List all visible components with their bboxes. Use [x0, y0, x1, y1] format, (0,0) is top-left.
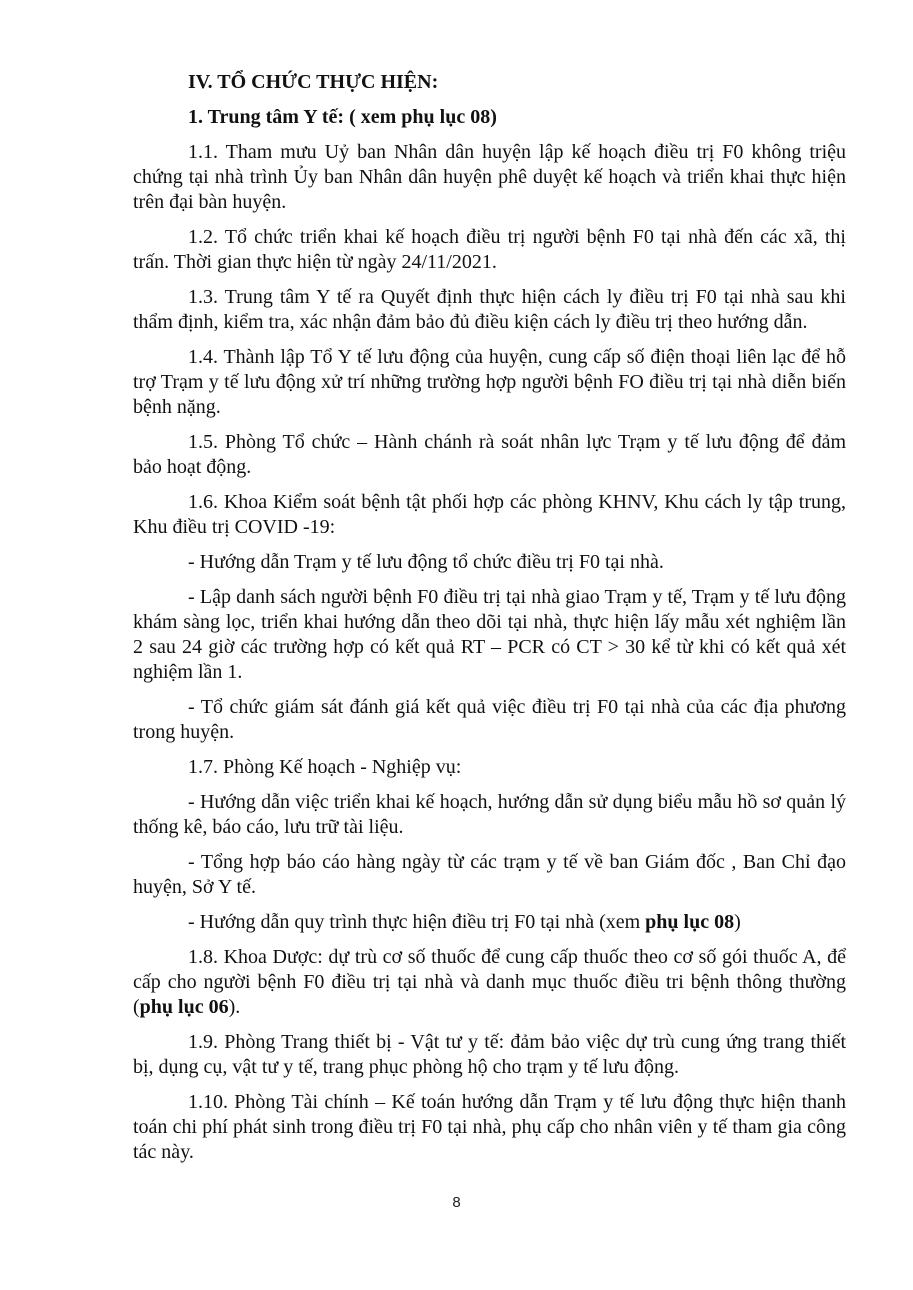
paragraph-1-3: 1.3. Trung tâm Y tế ra Quyết định thực hiện cách ly điều trị F0 tại nhà sau khi thẩm định, kiểm tra, xác nhận đảm bảo đủ điều kiện cách ly điều trị theo hướng dẫn. [133, 286, 846, 333]
paragraph-1-8 [133, 945, 846, 1020]
section-heading: IV. TỔ CHỨC THỰC HIỆN: [188, 71, 439, 93]
paragraph-1-10: 1.10. Phòng Tài chính – Kế toán hướng dẫn Trạm y tế lưu động thực hiện thanh toán chi phí phát sinh trong điều trị F0 tại nhà, phụ cấp cho nhân viên y tế tham gia công tác này. [133, 1091, 846, 1163]
paragraph-1-7-c [133, 910, 846, 935]
paragraph-1-2: 1.2. Tổ chức triển khai kế hoạch điều trị người bệnh F0 tại nhà đến các xã, thị trấn. Thời gian thực hiện từ ngày 24/11/2021. [133, 226, 846, 273]
paragraph-1-4: 1.4. Thành lập Tổ Y tế lưu động của huyện, cung cấp số điện thoại liên lạc để hỗ trợ Trạm y tế lưu động xử trí những trường hợp người bệnh FO điều trị tại nhà diễn biến bệnh nặng. [133, 346, 846, 418]
paragraph-1-1: 1.1. Tham mưu Uỷ ban Nhân dân huyện lập kế hoạch điều trị F0 không triệu chứng tại nhà trình Ủy ban Nhân dân huyện phê duyệt kế hoạch và triển khai thực hiện trên đại bàn huyện. [133, 141, 846, 213]
page-content [133, 70, 846, 1175]
page-number: 8 [452, 1194, 461, 1211]
paragraph-1-5: 1.5. Phòng Tổ chức – Hành chánh rà soát nhân lực Trạm y tế lưu động để đảm bảo hoạt động. [133, 431, 846, 478]
paragraph-1-7-a: - Hướng dẫn việc triển khai kế hoạch, hướng dẫn sử dụng biểu mẫu hồ sơ quản lý thống kê, báo cáo, lưu trữ tài liệu. [133, 791, 846, 838]
subheading-health-center: 1. Trung tâm Y tế: ( xem phụ lục 08) [188, 106, 497, 128]
paragraph-1-7-b: - Tổng hợp báo cáo hàng ngày từ các trạm y tế về ban Giám đốc , Ban Chỉ đạo huyện, Sở Y tế. [133, 851, 846, 898]
paragraph-1-7: 1.7. Phòng Kế hoạch - Nghiệp vụ: [188, 756, 462, 778]
paragraph-1-8-text: 1.8. Khoa Dược: dự trù cơ số thuốc để cung cấp thuốc theo cơ số gói thuốc A, để cấp cho người bệnh F0 điều trị tại nhà và danh mục thuốc điều tri bệnh thông thường ( [133, 946, 846, 1018]
paragraph-1-6-b: - Lập danh sách người bệnh F0 điều trị tại nhà giao Trạm y tế, Trạm y tế lưu động khám sàng lọc, triển khai hướng dẫn theo dõi tại nhà, thực hiện lấy mẫu xét nghiệm lần 2 sau 24 giờ các trường hợp có kết quả RT – PCR có CT > 30 kể từ khi có kết quả xét nghiệm lần 1. [133, 586, 846, 683]
paragraph-1-7-c-close: ) [734, 911, 741, 933]
paragraph-1-6: 1.6. Khoa Kiểm soát bệnh tật phối hợp các phòng KHNV, Khu cách ly tập trung, Khu điều trị COVID -19: [133, 491, 846, 538]
paragraph-1-8-close: ). [228, 996, 241, 1018]
paragraph-1-6-c: - Tổ chức giám sát đánh giá kết quả việc điều trị F0 tại nhà của các địa phương trong huyện. [133, 696, 846, 743]
paragraph-1-8-appendix: phụ lục 06 [139, 996, 229, 1018]
paragraph-1-7-c-text: - Hướng dẫn quy trình thực hiện điều trị F0 tại nhà (xem [188, 911, 646, 933]
paragraph-1-6-a: - Hướng dẫn Trạm y tế lưu động tổ chức điều trị F0 tại nhà. [188, 551, 664, 573]
paragraph-1-7-c-appendix: phụ lục 08 [645, 911, 735, 933]
paragraph-1-9: 1.9. Phòng Trang thiết bị - Vật tư y tế: đảm bảo việc dự trù cung ứng trang thiết bị, dụng cụ, vật tư y tế, trang phục phòng hộ cho trạm y tế lưu động. [133, 1031, 846, 1078]
